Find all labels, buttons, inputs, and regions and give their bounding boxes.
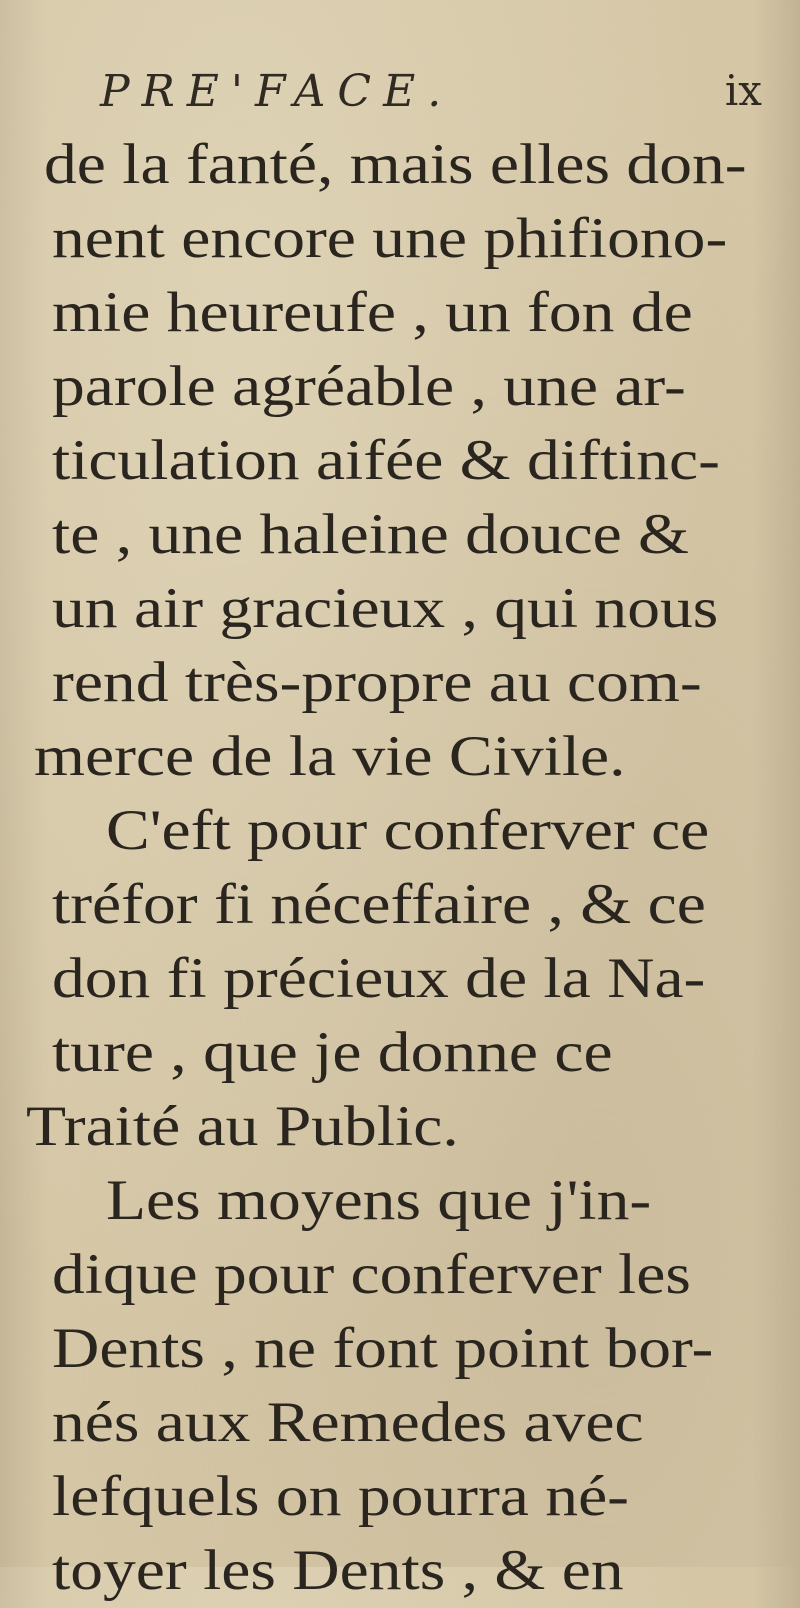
- text-line-19: lefquels on pourra né-: [52, 1465, 629, 1528]
- running-head: [100, 66, 780, 116]
- text-line-14: Traité au Public.: [26, 1095, 459, 1158]
- text-line-17: Dents , ne font point bor-: [52, 1317, 714, 1380]
- text-line-20: toyer les Dents , & en: [52, 1539, 624, 1602]
- text-line-8: rend très-propre au com-: [52, 651, 702, 714]
- text-line-15: Les moyens que j'in-: [106, 1169, 652, 1232]
- text-line-11: tréfor fi néceffaire , & ce: [52, 873, 706, 936]
- running-head-title: PRE'FACE.: [100, 66, 454, 117]
- text-line-18: nés aux Remedes avec: [52, 1391, 644, 1454]
- text-line-12: don fi précieux de la Na-: [52, 947, 706, 1010]
- text-line-1: de la fanté, mais elles don-: [44, 133, 747, 196]
- text-line-9: merce de la vie Civile.: [34, 725, 626, 788]
- text-line-13: ture , que je donne ce: [52, 1021, 613, 1084]
- text-line-7: un air gracieux , qui nous: [52, 577, 719, 640]
- text-line-4: parole agréable , une ar-: [52, 355, 686, 418]
- text-line-3: mie heureufe , un fon de: [52, 281, 693, 344]
- text-line-10: C'eft pour conferver ce: [106, 799, 710, 862]
- text-line-6: te , une haleine douce &: [52, 503, 690, 566]
- text-line-5: ticulation aifée & diftinc-: [52, 429, 720, 492]
- text-line-2: nent encore une phifiono-: [52, 207, 728, 270]
- page-number: ix: [724, 66, 762, 115]
- text-line-16: dique pour conferver les: [52, 1243, 691, 1306]
